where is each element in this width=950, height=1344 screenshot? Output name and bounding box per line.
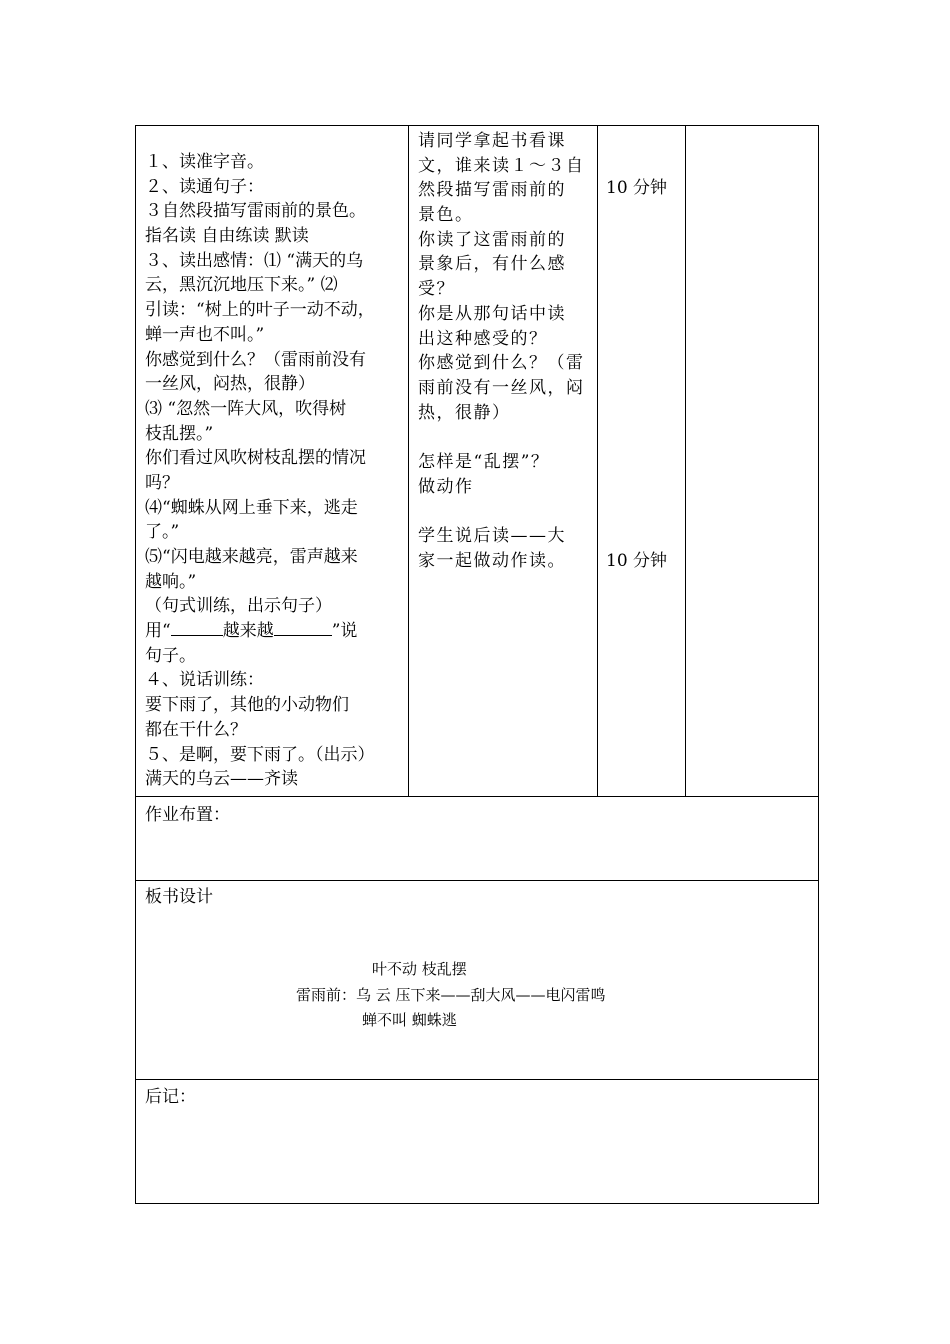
guide-line: 景象后，有什么感 bbox=[418, 254, 566, 275]
activity-line: ⑸“闪电越来越亮，雷声越来 bbox=[145, 547, 358, 567]
guide-line: 怎样是“乱摆”？ bbox=[418, 451, 550, 472]
column-divider-2 bbox=[597, 126, 598, 796]
activity-line: ３自然段描写雷雨前的景色。 bbox=[145, 201, 366, 222]
activity-line: 枝乱摆。” bbox=[145, 423, 214, 444]
guide-line: 你感觉到什么？（雷 bbox=[418, 353, 585, 374]
guide-line: 景色。 bbox=[418, 205, 474, 226]
guide-line: 做动作 bbox=[418, 476, 474, 497]
guide-spacer bbox=[418, 425, 594, 450]
activity-text: 越来越 bbox=[222, 621, 274, 642]
lesson-plan-table bbox=[135, 125, 819, 1204]
activity-line: １、读准字音。 bbox=[145, 152, 264, 172]
activity-line: 你们看过风吹树枝乱摆的情况 bbox=[145, 448, 366, 469]
activity-line: ５、是啊，要下雨了。（出示） bbox=[145, 744, 375, 765]
activity-line: 吗？ bbox=[145, 472, 179, 493]
activity-text: 用“ bbox=[145, 621, 171, 642]
activity-line: 一丝风，闷热，很静） bbox=[145, 374, 315, 395]
guide-line: 出这种感受的？ bbox=[418, 328, 548, 349]
activity-line: 句子。 bbox=[145, 645, 196, 666]
guide-spacer bbox=[418, 499, 594, 524]
activity-line: 云，黑沉沉地压下来。” ⑵ bbox=[145, 275, 338, 296]
activity-line: 越响。” bbox=[145, 571, 197, 592]
board-line-1: 叶不动 枝乱摆 bbox=[372, 960, 467, 978]
fill-blank bbox=[274, 621, 332, 636]
row-divider-postscript bbox=[136, 1079, 818, 1080]
guide-line: 学生说后读——大 bbox=[418, 526, 566, 546]
teacher-guide-cell bbox=[418, 129, 594, 573]
activity-text: ”说 bbox=[331, 621, 358, 642]
activity-line: ２、读通句子： bbox=[145, 176, 264, 197]
activity-line: 满天的乌云——齐读 bbox=[145, 769, 298, 790]
board-line-3: 蝉不叫 蜘蛛逃 bbox=[362, 1011, 457, 1029]
guide-line: 你是从那句话中读 bbox=[418, 303, 566, 324]
time-label-2: 10 分钟 bbox=[606, 551, 668, 571]
activity-line: ⑶ “忽然一阵大风，吹得树 bbox=[145, 398, 347, 419]
guide-line: 请同学拿起书看课 bbox=[418, 131, 566, 151]
activity-line: ４、说话训练： bbox=[145, 670, 264, 691]
guide-line: 你读了这雷雨前的 bbox=[418, 229, 566, 250]
activity-line: 你感觉到什么？（雷雨前没有 bbox=[145, 349, 366, 370]
row-divider-homework bbox=[136, 796, 818, 797]
guide-line: 然段描写雷雨前的 bbox=[418, 180, 566, 201]
activity-line: 指名读 自由练读 默读 bbox=[145, 226, 309, 247]
activity-line: 都在干什么？ bbox=[145, 719, 247, 740]
postscript-label: 后记： bbox=[145, 1087, 196, 1107]
activity-line: 蝉一声也不叫。” bbox=[145, 324, 265, 345]
board-line-2: 雷雨前：乌 云 压下来——刮大风——电闪雷鸣 bbox=[296, 986, 606, 1004]
time-label-1: 10 分钟 bbox=[606, 178, 668, 198]
activity-line: 了。” bbox=[145, 522, 180, 543]
guide-line: 雨前没有一丝风，闷 bbox=[418, 377, 585, 398]
column-divider-1 bbox=[408, 126, 409, 796]
guide-line: 热，很静） bbox=[418, 402, 511, 423]
guide-line: 受？ bbox=[418, 279, 455, 300]
activities-cell bbox=[145, 150, 405, 792]
activity-line: 引读：“树上的叶子一动不动， bbox=[145, 300, 375, 321]
fill-blank bbox=[171, 621, 223, 636]
homework-label: 作业布置： bbox=[145, 805, 230, 825]
row-divider-board bbox=[136, 880, 818, 881]
guide-line: 文，谁来读１～３自 bbox=[418, 155, 585, 176]
guide-line: 家一起做动作读。 bbox=[418, 550, 566, 571]
activity-line: ３、读出感情：⑴ “满天的乌 bbox=[145, 250, 364, 271]
activity-line bbox=[145, 619, 405, 644]
column-divider-3 bbox=[685, 126, 686, 796]
activity-line: 要下雨了，其他的小动物们 bbox=[145, 695, 349, 716]
activity-line: ⑷“蜘蛛从网上垂下来，逃走 bbox=[145, 497, 358, 518]
board-design-label: 板书设计 bbox=[145, 887, 213, 907]
activity-line: （句式训练，出示句子） bbox=[145, 596, 332, 617]
